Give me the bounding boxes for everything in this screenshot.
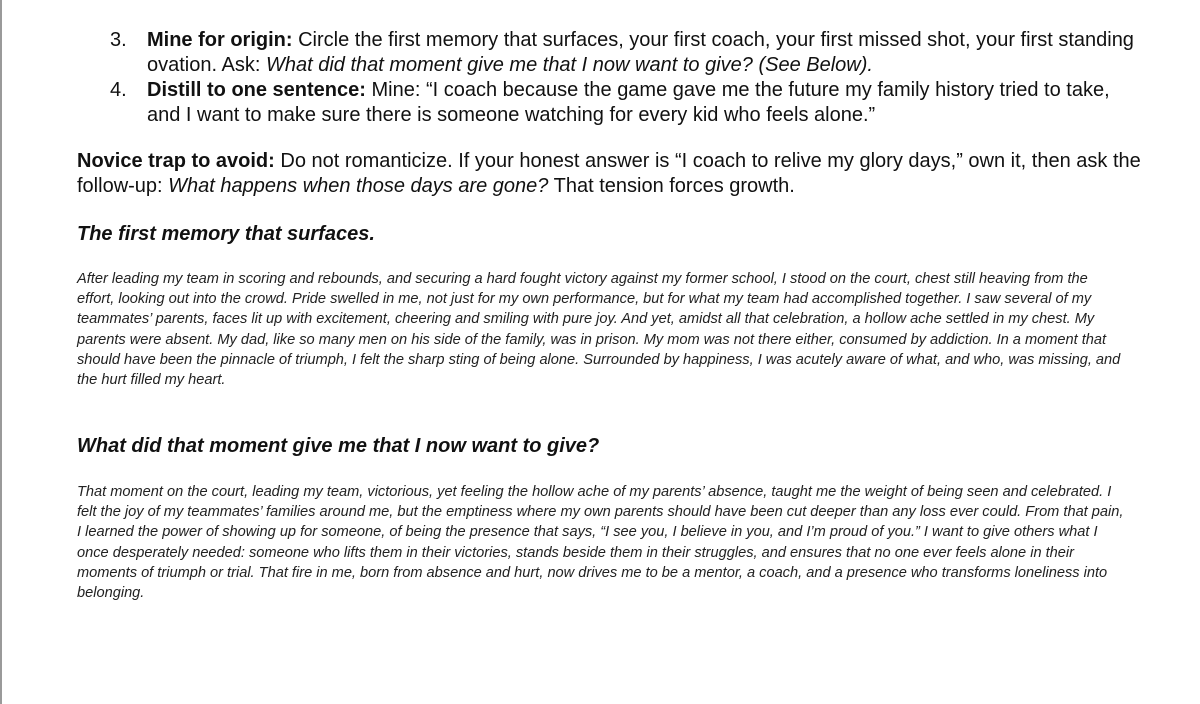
list-item-number: 3. (110, 29, 127, 51)
list-item-italic-question: What did that moment give me that I now want to give? (See Below). (265, 54, 873, 76)
novice-trap-paragraph (77, 149, 1167, 199)
list-item-number: 4. (110, 79, 127, 101)
list-item-text: Circle the first memory that surfaces, your first coach, your first missed shot, your first standing ovation. Ask: (147, 29, 1134, 76)
list-item-lead: Distill to one sentence: (147, 79, 366, 101)
list-item-lead: Mine for origin: (147, 29, 293, 51)
list-item-mine-for-origin (110, 28, 1140, 78)
list-item-text: Mine: “I coach because the game gave me the future my family history tried to take, and I want to make sure there is someone watching for every kid who feels alone.” (147, 79, 1110, 126)
section-heading-what-to-give: What did that moment give me that I now want to give? (77, 435, 600, 457)
what-to-give-paragraph: That moment on the court, leading my team, victorious, yet feeling the hollow ache of my parents’ absence, taught me the weight of being seen and celebrated. I felt the joy of my teammates’ families around me, but the emptiness where my own parents should have been cut deeper than any loss ever could. From that pain, I learned the power of showing up for someone, of being the presence that says, “I see you, I believe in you, and I’m proud of you.” I want to give others what I once desperately needed: someone who lifts them in their victories, stands beside them in their struggles, and ensures that no one ever feels alone in their moments of triumph or trial. That fire in me, born from absence and hurt, now drives me to be a mentor, a coach, and a presence who transforms loneliness into belonging. (77, 484, 1124, 602)
novice-trap-text: Do not romanticize. If your honest answer is “I coach to relive my glory days,” own it, then ask the follow-up: (77, 150, 1141, 197)
novice-trap-lead: Novice trap to avoid: (77, 150, 275, 172)
numbered-steps-list (110, 28, 1140, 128)
section-heading-first-memory: The first memory that surfaces. (77, 223, 375, 245)
novice-trap-question: What happens when those days are gone? (168, 175, 549, 197)
first-memory-paragraph: After leading my team in scoring and rebounds, and securing a hard fought victory against my former school, I stood on the court, chest still heaving from the effort, looking out into the crowd. Pride swelled in me, not just for my own performance, but for what my team had accomplished together. I saw several of my teammates’ parents, faces lit up with excitement, cheering and smiling with pure joy. And yet, amidst all that celebration, a hollow ache settled in my chest. My parents were absent. My dad, like so many men on his side of the family, was in prison. My mom was not there either, consumed by addiction. In a moment that should have been the pinnacle of triumph, I felt the sharp sting of being alone. Surrounded by happiness, I was acutely aware of what, and who, was missing, and the hurt filled my heart. (77, 271, 1121, 389)
novice-trap-closing: That tension forces growth. (548, 175, 795, 197)
list-item-distill-sentence (110, 78, 1140, 128)
